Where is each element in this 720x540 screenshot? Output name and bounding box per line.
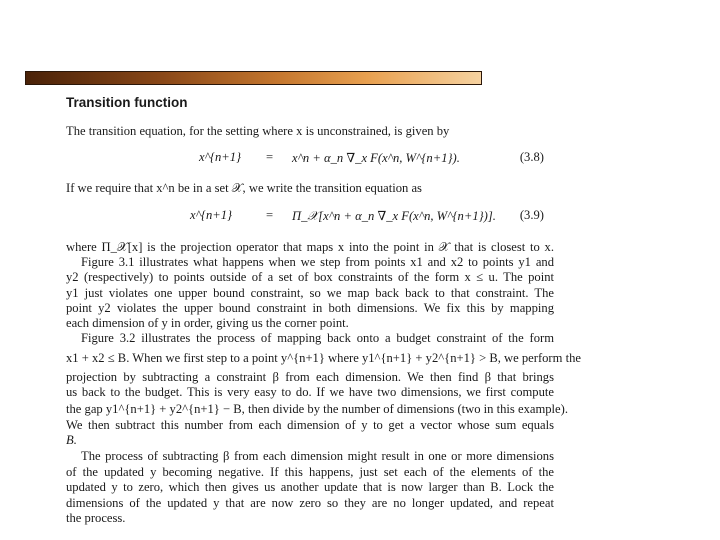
- paragraph2-line: Figure 3.2 illustrates the process of mapping back onto a budget constraint of the form: [81, 331, 554, 345]
- equation-3-8: [66, 150, 554, 168]
- paragraph3-line: of the updated y becoming negative. If this happens, just set each of the elements of the: [66, 465, 554, 479]
- paragraph2-line: We then subtract this number from each dimension of y to get a vector whose sum equals: [66, 418, 554, 432]
- section-title: Transition function: [66, 95, 188, 110]
- paragraph1-line: each dimension of y in order, giving us the corner point.: [66, 316, 349, 330]
- equation-3-9: [66, 208, 554, 226]
- paragraph3-line: the process.: [66, 511, 126, 525]
- eq2-number: (3.9): [519, 208, 544, 222]
- eq2-lhs: x^{n+1}: [190, 208, 233, 222]
- eq2-op: =: [266, 208, 274, 222]
- paragraph3-line: The process of subtracting β from each dimension might result in one or more dimensions: [81, 449, 554, 463]
- paragraph1-line: where Π_𝒳[x] is the projection operator that maps x into the point in 𝒳 that is closest to x.: [66, 240, 554, 254]
- paragraph2-line: the gap y1^{n+1} + y2^{n+1} − B, then divide by the number of dimensions (two in this example).: [66, 402, 568, 416]
- paragraph2-line: projection by subtracting a constraint β from each dimension. We then find β that brings: [66, 370, 554, 384]
- paragraph2-line: us back to the budget. This is very easy to do. If we have two dimensions, we first compute: [66, 385, 554, 399]
- paragraph1-line: point y2 violates the upper bound constraint in both dimensions. We fix this by mapping: [66, 301, 554, 315]
- eq1-op: =: [266, 150, 274, 164]
- slide-title-bar: [25, 71, 482, 85]
- paragraph1-line: y1 just violates one upper bound constraint, so we map back back to that constraint. The: [66, 286, 554, 300]
- eq1-number: (3.8): [519, 150, 544, 164]
- paragraph2-line: B.: [66, 433, 77, 447]
- paragraph3-line: updated y to zero, which then gives us another update that is now larger than B. Lock the: [66, 480, 554, 494]
- paragraph2-line: x1 + x2 ≤ B. When we first step to a point y^{n+1} where y1^{n+1} + y2^{n+1} > B, we perform the: [66, 351, 581, 365]
- eq1-rhs: x^n + α_n ∇_x F(x^n, W^{n+1}).: [292, 151, 460, 165]
- eq2-rhs: Π_𝒳[x^n + α_n ∇_x F(x^n, W^{n+1})].: [292, 209, 496, 223]
- paragraph1-line: Figure 3.1 illustrates what happens when we step from points x1 and x2 to points y1 and: [81, 255, 554, 269]
- constraint-line: If we require that x^n be in a set 𝒳, we write the transition equation as: [66, 181, 422, 195]
- eq1-lhs: x^{n+1}: [199, 150, 242, 164]
- paragraph1-line: y2 (respectively) to points outside of a set of box constraints of the form x ≤ u. The point: [66, 270, 554, 284]
- intro-line: The transition equation, for the setting where x is unconstrained, is given by: [66, 124, 450, 138]
- paragraph3-line: dimensions of the updated y that are now zero so they are no longer updated, and repeat: [66, 496, 554, 510]
